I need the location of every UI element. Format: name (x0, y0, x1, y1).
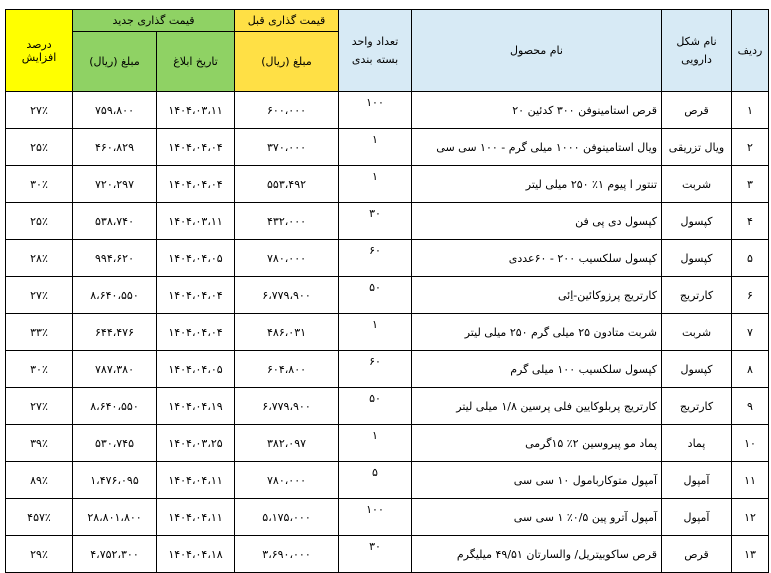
cell-dosage-form: قرص (662, 536, 732, 573)
cell-notify-date: ۱۴۰۴،۰۴،۰۵ (157, 240, 235, 277)
header-new-price: قیمت گذاری جدید (73, 10, 235, 32)
cell-notify-date: ۱۴۰۴،۰۴،۱۱ (157, 499, 235, 536)
table-row (6, 351, 769, 388)
cell-increase-percent: ۲۷٪ (6, 277, 73, 314)
cell-old-amount: ۳۷۰،۰۰۰ (235, 129, 339, 166)
table-row (6, 388, 769, 425)
cell-row-number: ۸ (732, 351, 769, 388)
cell-notify-date: ۱۴۰۴،۰۳،۲۵ (157, 425, 235, 462)
cell-pack-units: ۵۰ (339, 277, 412, 314)
cell-row-number: ۱۰ (732, 425, 769, 462)
header-units: تعداد واحد بسته بندی (339, 10, 412, 92)
table-row (6, 203, 769, 240)
header-old-price: قیمت گذاری قبل (235, 10, 339, 32)
cell-pack-units: ۶۰ (339, 240, 412, 277)
cell-product-name: آمپول متوکاربامول ۱۰ سی سی (412, 462, 662, 499)
cell-old-amount: ۳۸۲،۰۹۷ (235, 425, 339, 462)
cell-dosage-form: پماد (662, 425, 732, 462)
cell-product-name: پماد مو پیروسین ۲٪ ۱۵گرمی (412, 425, 662, 462)
cell-increase-percent: ۸۹٪ (6, 462, 73, 499)
cell-old-amount: ۳،۶۹۰،۰۰۰ (235, 536, 339, 573)
cell-new-amount: ۸،۶۴۰،۵۵۰ (73, 277, 157, 314)
table-row (6, 240, 769, 277)
header-product: نام محصول (412, 10, 662, 92)
cell-new-amount: ۵۳۰،۷۴۵ (73, 425, 157, 462)
cell-dosage-form: آمپول (662, 499, 732, 536)
cell-product-name: کارتریج پرزوکائین-اِئی (412, 277, 662, 314)
cell-notify-date: ۱۴۰۴،۰۴،۰۵ (157, 351, 235, 388)
cell-pack-units: ۱۰۰ (339, 499, 412, 536)
cell-new-amount: ۷۵۹،۸۰۰ (73, 92, 157, 129)
cell-increase-percent: ۲۷٪ (6, 388, 73, 425)
cell-old-amount: ۶۰۰،۰۰۰ (235, 92, 339, 129)
cell-product-name: کپسول دی پی فن (412, 203, 662, 240)
header-form: نام شکل دارویی (662, 10, 732, 92)
cell-new-amount: ۱،۴۷۶،۰۹۵ (73, 462, 157, 499)
cell-old-amount: ۴۳۲،۰۰۰ (235, 203, 339, 240)
cell-dosage-form: کارتریج (662, 388, 732, 425)
cell-product-name: کارتریج پربلوکایین فلی پرسین ۱/۸ میلی لیتر (412, 388, 662, 425)
cell-notify-date: ۱۴۰۴،۰۴،۰۴ (157, 166, 235, 203)
cell-product-name: شربت متادون ۲۵ میلی گرم ۲۵۰ میلی لیتر (412, 314, 662, 351)
cell-dosage-form: آمپول (662, 462, 732, 499)
cell-pack-units: ۱۰۰ (339, 92, 412, 129)
cell-row-number: ۱ (732, 92, 769, 129)
cell-product-name: آمپول آترو پین ۰/۵٪ ۱ سی سی (412, 499, 662, 536)
cell-notify-date: ۱۴۰۴،۰۴،۰۴ (157, 277, 235, 314)
cell-dosage-form: شربت (662, 314, 732, 351)
cell-dosage-form: کارتریج (662, 277, 732, 314)
header-new-amount: مبلغ (ریال) (73, 32, 157, 92)
cell-dosage-form: شربت (662, 166, 732, 203)
cell-new-amount: ۷۲۰،۲۹۷ (73, 166, 157, 203)
cell-product-name: ویال استامینوفن ۱۰۰۰ میلی گرم - ۱۰۰ سی سی (412, 129, 662, 166)
cell-dosage-form: کپسول (662, 203, 732, 240)
cell-row-number: ۶ (732, 277, 769, 314)
cell-pack-units: ۱ (339, 425, 412, 462)
cell-row-number: ۴ (732, 203, 769, 240)
cell-notify-date: ۱۴۰۴،۰۴،۰۴ (157, 314, 235, 351)
cell-old-amount: ۵،۱۷۵،۰۰۰ (235, 499, 339, 536)
cell-new-amount: ۲۸،۸۰۱،۸۰۰ (73, 499, 157, 536)
cell-dosage-form: قرص (662, 92, 732, 129)
cell-new-amount: ۸،۶۴۰،۵۵۰ (73, 388, 157, 425)
table-row (6, 499, 769, 536)
cell-pack-units: ۱ (339, 129, 412, 166)
table-row (6, 314, 769, 351)
cell-increase-percent: ۲۵٪ (6, 203, 73, 240)
price-table (5, 9, 769, 573)
cell-pack-units: ۳۰ (339, 203, 412, 240)
cell-old-amount: ۵۵۳،۴۹۲ (235, 166, 339, 203)
cell-increase-percent: ۴۵۷٪ (6, 499, 73, 536)
table-row (6, 166, 769, 203)
cell-old-amount: ۴۸۶،۰۳۱ (235, 314, 339, 351)
cell-pack-units: ۵ (339, 462, 412, 499)
cell-row-number: ۱۲ (732, 499, 769, 536)
header-row-no: ردیف (732, 10, 769, 92)
cell-pack-units: ۳۰ (339, 536, 412, 573)
cell-product-name: قرص ساکوبیتریل/ والسارتان ۴۹/۵۱ میلیگرم (412, 536, 662, 573)
cell-increase-percent: ۳۰٪ (6, 351, 73, 388)
cell-new-amount: ۴۶۰،۸۲۹ (73, 129, 157, 166)
cell-new-amount: ۵۳۸،۷۴۰ (73, 203, 157, 240)
cell-notify-date: ۱۴۰۴،۰۳،۱۱ (157, 203, 235, 240)
cell-increase-percent: ۳۰٪ (6, 166, 73, 203)
cell-new-amount: ۹۹۴،۶۲۰ (73, 240, 157, 277)
table-row (6, 462, 769, 499)
cell-row-number: ۱۳ (732, 536, 769, 573)
cell-dosage-form: کپسول (662, 240, 732, 277)
cell-pack-units: ۵۰ (339, 388, 412, 425)
table-row (6, 92, 769, 129)
cell-pack-units: ۶۰ (339, 351, 412, 388)
cell-increase-percent: ۲۹٪ (6, 536, 73, 573)
cell-row-number: ۵ (732, 240, 769, 277)
table-row (6, 425, 769, 462)
cell-old-amount: ۶،۷۷۹،۹۰۰ (235, 388, 339, 425)
table-row (6, 536, 769, 573)
cell-row-number: ۹ (732, 388, 769, 425)
table-row (6, 277, 769, 314)
cell-increase-percent: ۲۵٪ (6, 129, 73, 166)
cell-old-amount: ۷۸۰،۰۰۰ (235, 240, 339, 277)
cell-pack-units: ۱ (339, 314, 412, 351)
cell-increase-percent: ۲۷٪ (6, 92, 73, 129)
cell-notify-date: ۱۴۰۴،۰۴،۱۸ (157, 536, 235, 573)
cell-pack-units: ۱ (339, 166, 412, 203)
cell-old-amount: ۶،۷۷۹،۹۰۰ (235, 277, 339, 314)
cell-old-amount: ۷۸۰،۰۰۰ (235, 462, 339, 499)
header-notify-date: تاریخ ابلاغ (157, 32, 235, 92)
cell-increase-percent: ۳۳٪ (6, 314, 73, 351)
cell-notify-date: ۱۴۰۴،۰۴،۱۹ (157, 388, 235, 425)
cell-new-amount: ۴،۷۵۲،۳۰۰ (73, 536, 157, 573)
cell-new-amount: ۷۸۷،۳۸۰ (73, 351, 157, 388)
header-increase: درصد افزایش (6, 10, 73, 92)
cell-increase-percent: ۲۸٪ (6, 240, 73, 277)
cell-notify-date: ۱۴۰۴،۰۳،۱۱ (157, 92, 235, 129)
cell-product-name: تنتور ا پیوم ۱٪ ۲۵۰ میلی لیتر (412, 166, 662, 203)
cell-notify-date: ۱۴۰۴،۰۴،۱۱ (157, 462, 235, 499)
cell-notify-date: ۱۴۰۴،۰۴،۰۴ (157, 129, 235, 166)
cell-dosage-form: کپسول (662, 351, 732, 388)
cell-row-number: ۳ (732, 166, 769, 203)
cell-new-amount: ۶۴۴،۴۷۶ (73, 314, 157, 351)
cell-dosage-form: ویال تزریقی (662, 129, 732, 166)
cell-product-name: قرص استامینوفن ۳۰۰ کدئین ۲۰ (412, 92, 662, 129)
cell-product-name: کپسول سلکسیب ۱۰۰ میلی گرم (412, 351, 662, 388)
cell-old-amount: ۶۰۴،۸۰۰ (235, 351, 339, 388)
cell-increase-percent: ۳۹٪ (6, 425, 73, 462)
table-row (6, 129, 769, 166)
header-old-amount: مبلغ (ریال) (235, 32, 339, 92)
cell-row-number: ۱۱ (732, 462, 769, 499)
cell-row-number: ۷ (732, 314, 769, 351)
cell-row-number: ۲ (732, 129, 769, 166)
cell-product-name: کپسول سلکسیب ۲۰۰ - ۶۰عددی (412, 240, 662, 277)
